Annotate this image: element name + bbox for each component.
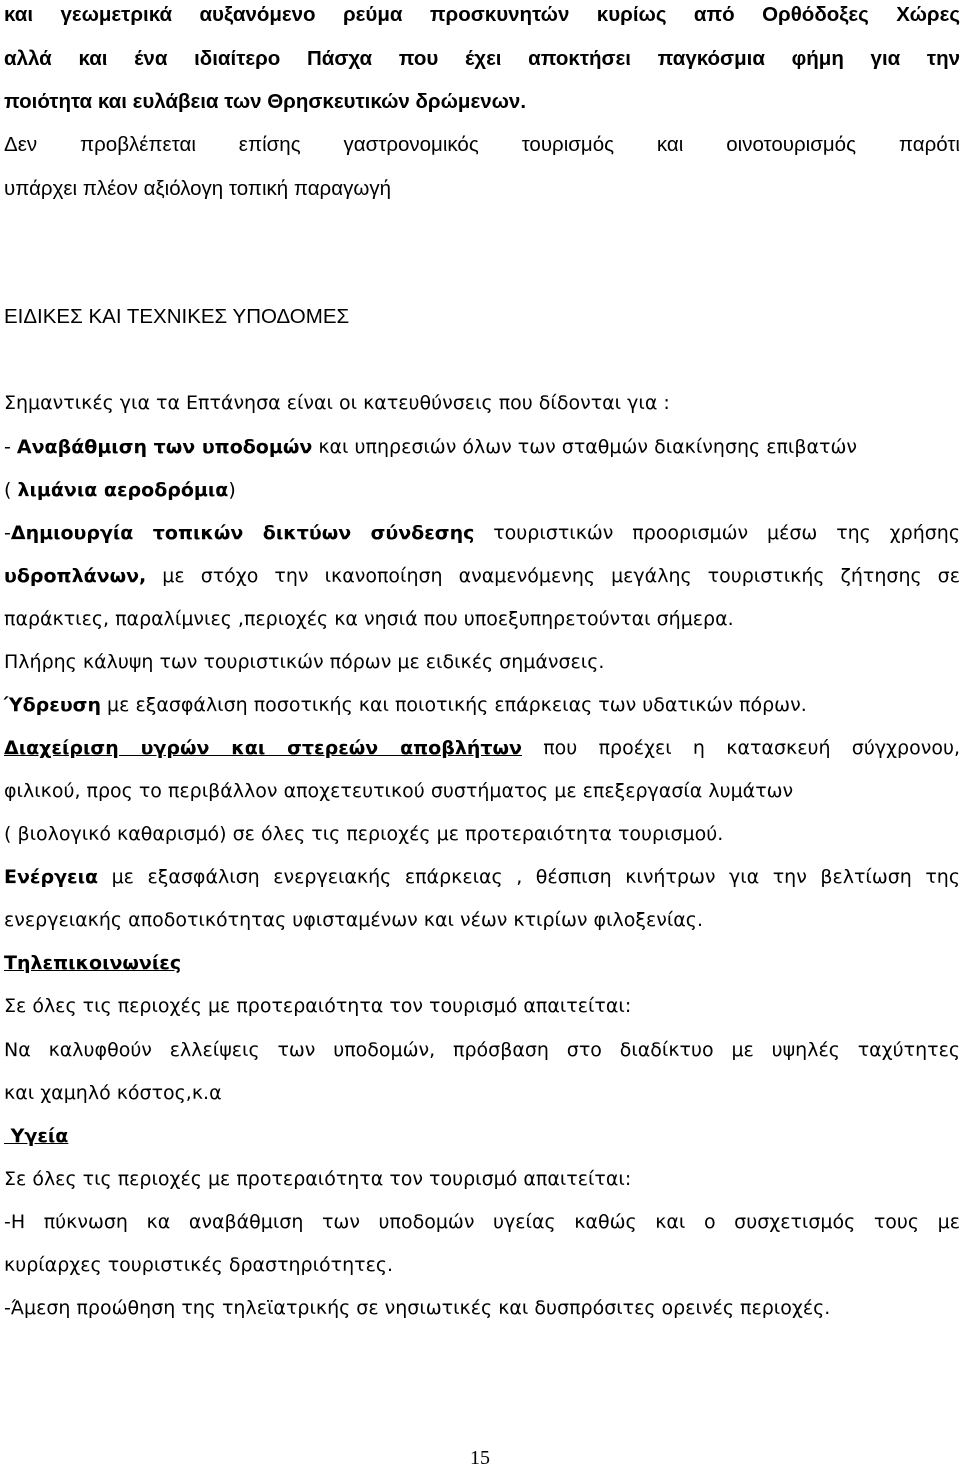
waste-line-1 xyxy=(4,735,960,761)
waste-line-2: φιλικού, προς το περιβάλλον αποχετευτικού συστήματος με επεξεργασία λυμάτων xyxy=(4,780,794,802)
water-line xyxy=(4,692,960,718)
item2-bold: Δημιουργία τοπικών δικτύων σύνδεσης xyxy=(10,522,475,544)
telecom-line-1: Σε όλες τις περιοχές με προτεραιότητα τον τουρισμό απαιτείται: xyxy=(4,995,632,1017)
telecom-title: Τηλεπικοινωνίες xyxy=(4,952,182,974)
health-line-3: κυρίαρχες τουριστικές δραστηριότητες. xyxy=(4,1254,394,1276)
item1-prefix: - xyxy=(4,436,17,458)
water-bold: Ύδρευση xyxy=(4,694,102,716)
item1-rest: και υπηρεσιών όλων των σταθμών διακίνησης επιβατών xyxy=(312,436,857,458)
energy-line-1 xyxy=(4,864,960,890)
waste-rest: που προέχει η κατασκευή σύγχρονου, xyxy=(521,737,960,759)
intro-line-3: ποιότητα και ευλάβεια των Θρησκευτικών δρώμενων. xyxy=(4,90,527,113)
item1-l2-post: ) xyxy=(228,479,236,501)
item2-rest: τουριστικών προορισμών μέσω της χρήσης xyxy=(474,522,960,544)
item1-l2-pre: ( xyxy=(4,479,18,501)
coverage-line: Πλήρης κάλυψη των τουριστικών πόρων με ειδικές σημάνσεις. xyxy=(4,651,605,673)
waste-bold: Διαχείριση υγρών και στερεών αποβλήτων xyxy=(4,737,522,759)
intro-line-1: και γεωμετρικά αυξανόμενο ρεύμα προσκυνητών κυρίως από Ορθόδοξες Χώρες xyxy=(4,3,960,26)
item2-line-3: παράκτιες, παραλίμνιες ,περιοχές κα νησιά που υποεξυπηρετούνται σήμερα. xyxy=(4,608,734,630)
telecom-line-3: και χαμηλό κόστος,κ.α xyxy=(4,1082,222,1104)
page-number: 15 xyxy=(470,1447,490,1469)
health-title: Υγεία xyxy=(4,1125,69,1147)
energy-rest: με εξασφάλιση ενεργειακής επάρκειας , θέσπιση κινήτρων για την βελτίωση της xyxy=(98,866,960,888)
item2-line-2 xyxy=(4,563,960,589)
health-line-1: Σε όλες τις περιοχές με προτεραιότητα τον τουρισμό απαιτείται: xyxy=(4,1168,632,1190)
section-title: ΕΙΔΙΚΕΣ ΚΑΙ ΤΕΧΝΙΚΕΣ ΥΠΟΔΟΜΕΣ xyxy=(4,305,350,328)
lead-line: Σημαντικές για τα Επτάνησα είναι οι κατευθύνσεις που δίδονται για : xyxy=(4,392,670,414)
health-line-2: -Η πύκνωση κα αναβάθμιση των υποδομών υγείας καθώς και ο συσχετισμός τους με xyxy=(4,1211,960,1233)
intro-line-5: υπάρχει πλέον αξιόλογη τοπική παραγωγή xyxy=(4,177,391,200)
item1-l2-bold: λιμάνια αεροδρόμια xyxy=(17,479,229,501)
item1-bold: Αναβάθμιση των υποδομών xyxy=(16,436,313,458)
item1-line-1 xyxy=(4,434,960,460)
energy-line-2: ενεργειακής αποδοτικότητας υφισταμένων και νέων κτιρίων φιλοξενίας. xyxy=(4,909,703,931)
health-line-4: -Άμεση προώθηση της τηλεϊατρικής σε νησιωτικές και δυσπρόσιτες ορεινές περιοχές. xyxy=(4,1297,831,1319)
item1-line-2 xyxy=(4,477,960,503)
energy-bold: Ενέργεια xyxy=(4,866,99,888)
item2-line-1 xyxy=(4,520,960,546)
item2-prefix: - xyxy=(4,522,11,544)
item2-l2-bold: υδροπλάνων, xyxy=(4,565,147,587)
intro-line-2: αλλά και ένα ιδιαίτερο Πάσχα που έχει αποκτήσει παγκόσμια φήμη για την xyxy=(4,47,960,70)
water-rest: με εξασφάλιση ποσοτικής και ποιοτικής επάρκειας των υδατικών πόρων. xyxy=(101,694,807,716)
item2-l2-rest: με στόχο την ικανοποίηση αναμενόμενης μεγάλης τουριστικής ζήτησης σε xyxy=(146,565,960,587)
intro-line-4: Δεν προβλέπεται επίσης γαστρονομικός τουρισμός και οινοτουρισμός παρότι xyxy=(4,133,960,156)
telecom-line-2: Να καλυφθούν ελλείψεις των υποδομών, πρόσβαση στο διαδίκτυο με υψηλές ταχύτητες xyxy=(4,1039,960,1061)
waste-line-3: ( βιολογικό καθαρισμό) σε όλες τις περιοχές με προτεραιότητα τουρισμού. xyxy=(4,823,724,845)
